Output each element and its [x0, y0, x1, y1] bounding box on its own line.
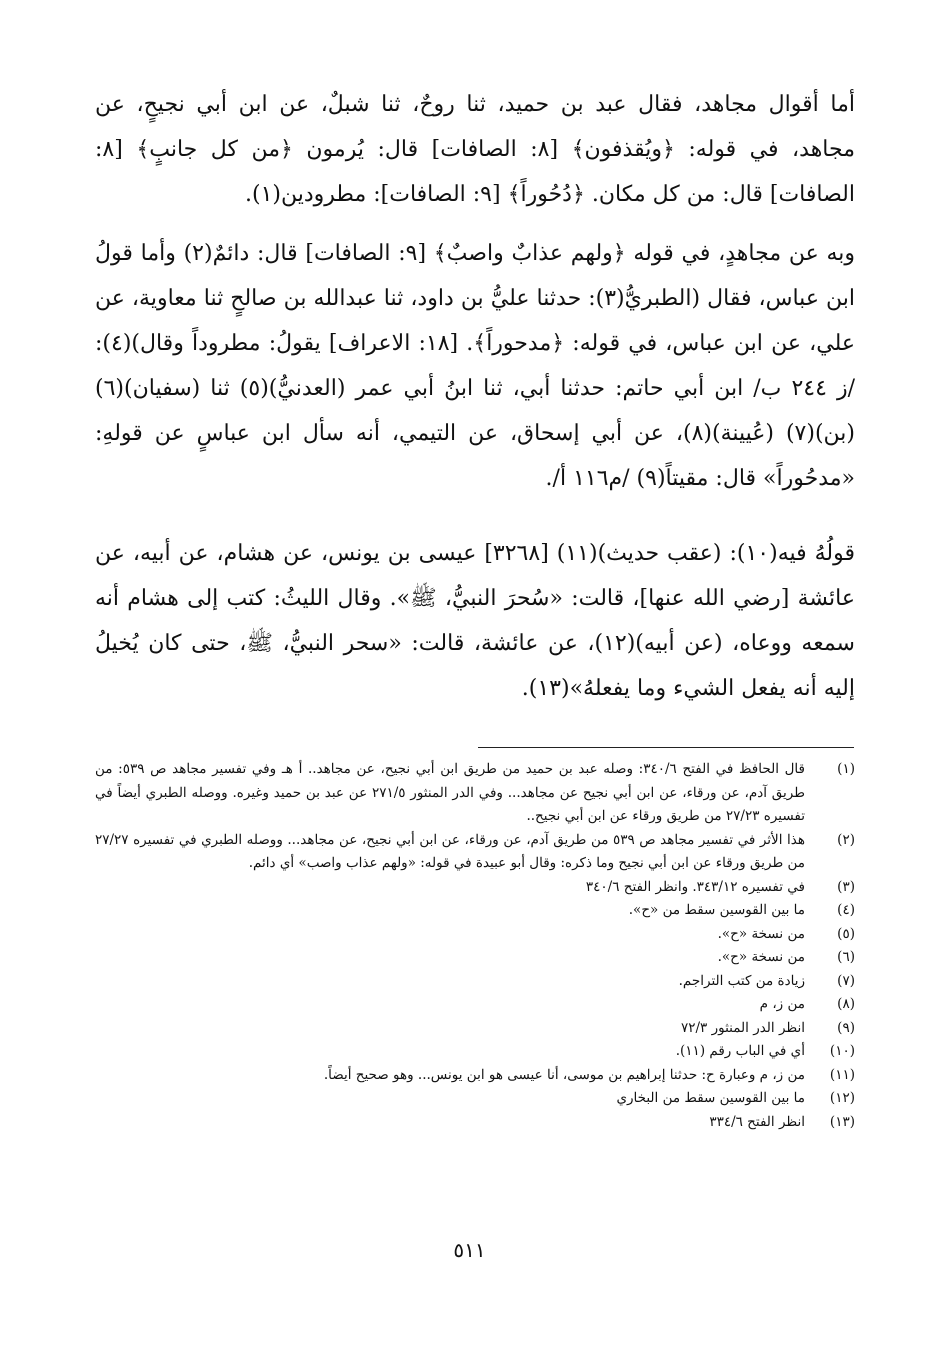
footnote-text: قال الحافظ في الفتح ٣٤٠/٦: وصله عبد بن حميد من طريق ابن أبي نجيح، عن مجاهد.. أ هـ وفي تفسير مجاهد ص ٥٣٩: من طريق آدم، عن ورقاء، عن ابن أبي نجيح عن مجاهد... وفي الدر المنثور ٢٧١/٥ عن عبد بن حميد وغيره. ووصله الطبري أيضاً في تفسيره ٢٧/٢٣ من طريق ورقاء عن ابن أبي نجيح.. — [95, 761, 806, 824]
paragraph-mujahid: أما أقوال مجاهد، فقال عبد بن حميد، ثنا روحٌ، ثنا شبلٌ، عن ابن أبي نجيحٍ، عن مجاهد، في قوله: ﴿ويُقذفون﴾ [٨: الصافات] قال: يُرمون ﴿من كل جانبٍ﴾ [٨: الصافات] قال: من كل مكان. ﴿دُحُوراً﴾ [٩: الصافات]: مطرودين(١). — [95, 92, 855, 207]
footnote — [95, 758, 855, 829]
footnote-text: من نسخة «ح». — [717, 925, 805, 942]
footnote-separator — [478, 747, 854, 748]
footnote-text: من ز، م وعبارة ح: حدثنا إبراهيم بن موسى، أنا عيسى هو ابن يونس... وهو صحيح أيضاً. — [323, 1066, 805, 1083]
footnote-number: (١٢) — [829, 1090, 855, 1106]
footnote — [95, 970, 855, 994]
footnote-text: زيادة من كتب التراجم. — [678, 972, 805, 989]
footnote-text: ما بين القوسين سقط من البخاري — [616, 1090, 805, 1106]
footnotes-list — [95, 758, 855, 1134]
footnote — [95, 1040, 855, 1064]
footnote-text: من نسخة «ح». — [717, 949, 805, 965]
footnote-text: انظر الفتح ٣٣٤/٦ — [709, 1113, 805, 1130]
footnote — [95, 1017, 855, 1041]
footnote-number: (١٠) — [829, 1043, 855, 1059]
footnote-text: ما بين القوسين سقط من «ح». — [628, 902, 805, 918]
footnote-number: (١٣) — [829, 1113, 855, 1130]
footnote — [95, 899, 855, 923]
footnote — [95, 993, 855, 1017]
footnote-number: (٨) — [837, 996, 855, 1012]
footnote — [95, 1064, 855, 1088]
paragraph-hadith: قولُهُ فيه(١٠): (عقب حديث)(١١) [٣٢٦٨] عيسى بن يونس، عن هشام، عن أبيه، عن عائشة [رضي الله عنها]، قالت: «سُحرَ النبيُّ، ﷺ». وقال الليثُ: كتب إلى هشام أنه سمعه ووعاه، (عن أبيه)(١٢)، عن عائشة، قالت: «سحر النبيُّ، ﷺ، حتى كان يُخيلُ إليه أنه يفعل الشيء وما يفعلهُ»(١٣). — [95, 541, 856, 701]
footnote-text: أي في الباب رقم (١١). — [675, 1043, 805, 1059]
footnote — [95, 946, 855, 970]
footnote-text: في تفسيره ٣٤٣/١٢. وانظر الفتح ٣٤٠/٦ — [585, 878, 805, 895]
main-text — [95, 82, 855, 729]
footnote-number: (٤) — [837, 902, 855, 918]
footnote — [95, 876, 855, 900]
paragraph-ibn-abbas: وبه عن مجاهدٍ، في قوله ﴿ولهم عذابٌ واصبٌ﴾ [٩: الصافات] قال: دائمٌ(٢) وأما قولُ ابن عباس، فقال (الطبريُّ(٣): حدثنا عليُّ بن داود، ثنا عبدالله بن صالحٍ ثنا معاوية، عن علي، عن ابن عباس، في قوله: ﴿مدحوراً﴾. [١٨: الاعراف] يقولُ: مطروداً وقال)(٤): /ز ٢٤٤ ب/ ابن أبي حاتم: حدثنا أبي، ثنا ابنُ أبي عمر (العدنيُّ)(٥) ثنا (سفيان)(٦) (بن)(٧) (عُيينة)(٨)، عن أبي إسحاق، عن التيمي، أنه سأل ابن عباسٍ عن قولهِ: «مدحُوراً» قال: مقيتاً(٩) /م١١٦ أ/. — [95, 241, 856, 491]
footnote-number: (١) — [837, 761, 855, 777]
footnote — [95, 1111, 855, 1135]
footnote-number: (٥) — [837, 925, 855, 942]
footnote — [95, 1087, 855, 1111]
footnote-number: (٦) — [837, 949, 855, 965]
footnote-text: هذا الأثر في تفسير مجاهد ص ٥٣٩ من طريق آدم، عن ورقاء، عن ابن أبي نجيح، عن مجاهد... ووصله الطبري في تفسيره ٢٧/٢٧ من طريق ورقاء عن ابن أبي نجيح وما ذكره: وقال أبو عبيدة في قوله: «ولهم عذاب واصب» أي دائم. — [95, 831, 805, 871]
footnote-number: (١١) — [829, 1066, 855, 1083]
footnote-number: (٧) — [837, 972, 855, 989]
footnote-text: انظر الدر المنثور ٧٢/٣ — [681, 1019, 805, 1036]
footnote-number: (٢) — [837, 831, 855, 848]
footnote — [95, 829, 855, 876]
footnote-number: (٩) — [837, 1019, 855, 1036]
footnote — [95, 923, 855, 947]
page-number: ٥١١ — [453, 1238, 486, 1262]
footnote-text: من ز، م — [759, 996, 805, 1012]
footnote-number: (٣) — [837, 878, 855, 895]
